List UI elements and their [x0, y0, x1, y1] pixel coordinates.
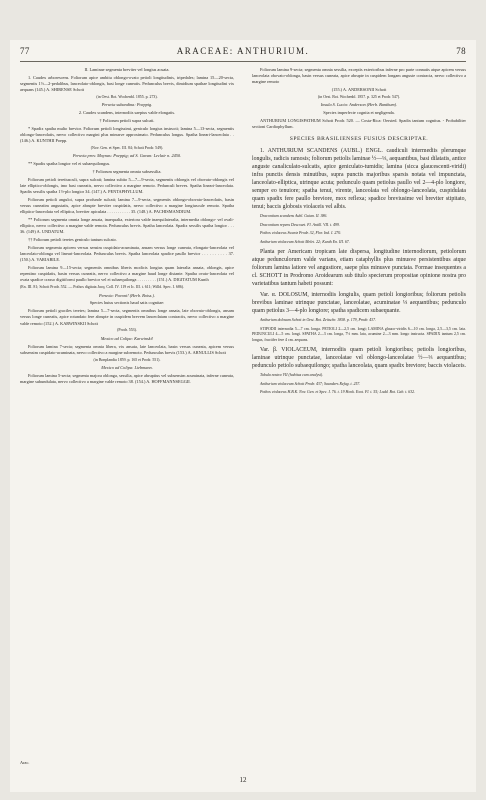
- locality: Peruvia: Pavoni! (Herb. Boiss.).: [98, 292, 156, 298]
- section-title: SPECIES BRASILIENSES FUSIUS DESCRIPTAE.: [289, 136, 429, 143]
- key-paragraph: Foliorum lamina 5-secta; segmenta majora oblonga, sessilia, apice abruptius vel subsensim acuminata, inferne cuneata, margine subundulata, nervo collectivo a margine valde remoto 38. (154.) A. HOFFMANNSEGGII.: [20, 372, 234, 384]
- key-paragraph: ANTHURIUM LONGISPATHUM Schott Prodr. 520. — Costa-Rica: Oersted. Spadix tantum cognitus. - Probabiliter sectioni Cardiophyllum.: [252, 118, 466, 130]
- key-heading: Species imperfecte cognita et negligenda.: [323, 110, 395, 116]
- synonym: Pothos violaceus H.B.K. Nov. Gen. et Spec. I. 76. t. 19 Hook. Exot. Fl. t. 55; Lodd. Bot. Cab. t. 632.: [260, 390, 416, 395]
- page-number-left: 77: [20, 46, 30, 56]
- key-paragraph: 1. Caudex arborescens. Foliorum apice ambitu oblongo-ovato petioli longitudinis, tripedales; lamina 15—20-secta, segmentis 1½—2-pedalibus, lanceolato-oblongis, basi longe cuneatis. Pedunculus brevis, dimidium spathae longitudini vix aequans (145.) A. SHIRENSE Schott: [20, 74, 234, 93]
- citation: (Nov. Gen. et Spec. III. 84; Schott Prodr. 549).: [90, 146, 164, 151]
- locality: Insula S. Lucia: Anderson (Herb. Banthum).: [320, 102, 398, 108]
- locality: Mexico ad Colipa: Karwinski!: [100, 335, 154, 341]
- key-heading: Species huius sectionis haud satis cognitae:: [89, 300, 165, 306]
- key-heading: † Foliorum segmenta omnia subsessilia.: [92, 169, 162, 175]
- synonym: Anthurium violaceum Schott Melet. 22; Kunth En. III. 67.: [260, 239, 350, 244]
- synonym: Anthurium violaceum Schott Prodr. 437; Saunders Refug. t. 257.: [260, 381, 361, 386]
- species-entry: (155.) A. ANDERSONII Schott: [331, 87, 387, 93]
- locality: Peruvia subandina: Poeppig.: [101, 102, 153, 108]
- key-paragraph: ** Foliorum segmenta omnia longe ansata, inaequalia, exteriora valde inaequilateralia, intermedia oblongo- vel ovali-elliptico, nervo collectivo a margine valde remota. Pedunculus brevis. Spatha lanceolata. Spadix sessilis spatha longior . . . 36. (149) A. UNDATUM.: [20, 217, 234, 235]
- key-paragraph: Foliorum lamina 7-secta; segmenta omnia libera, vix ansata, late lanceolata, basin versus cuneata, apicem versus subsensim cuspidato-acuminata, nervo collectivo a margine subremoto. Pedunculus brevis (153.) A. ARNULLIS Schott: [20, 343, 234, 355]
- key-paragraph: Foliorum petioli graciles teretes; lamina 5—7-secta, segmentis omnibus longe ansata, late obovato-oblongis, ansam versus longe cuneatis, apice rotundato fere abrupte in cuspidem brevem lanceolatam contractis, nervo collectivo a margine valde remoto (152.) A. KARWINSKII Schott: [20, 308, 234, 326]
- locality: Mexico ad Colipa: Liebmann.: [101, 364, 153, 370]
- key-paragraph: Foliorum petioli teretiusculi, supra sulcati; lamina subito 5—7—9-secta, segmentis oblongis vel obovato-oblongis vel late elliptico-oblongis, imo basi cuneatis, nervo collectivo a margine remoto. Pedunculi breves. Spatha lineari-lanceolata. Spadix sessilis spatha 1½-plo longior 34. (147.) A. PENTAPHYLLUM.: [20, 176, 234, 195]
- key-paragraph: Foliorum petioli anguloi, supra profunde sulcati; lamina 7—9-secta, segmentis oblongo-obovato-lanceolatis, basin versus cuneatim angustatis, apice abrupte breviter cuspidatis, nervo collectivo a margine longiuscule remoto. Spatha elliptico-lanceolata vel elliptica, breviter apiculata . . . . . . . . . . . 35. (148.) A. PACHISMANDIUM.: [20, 197, 234, 215]
- description-paragraph: Planta per Americam tropicam late dispersa, longitudine internodiorum, petiolorum atque pedunculorum valde varians, etiam cataphyllis plus minusve persistentibus atque foliorum lamina latiore vel angustiore, saepe plus minusve punctata. Formae insequentes a cl. SCHOTT in Prodromo Aroidearum sub titulo specierum propositae opinione nostra pro varietatibus tantum habeti possunt:: [252, 249, 466, 288]
- sheet-number: 12: [239, 776, 247, 784]
- synonym: Pothos violaceus Swartz Prodr. 32, Flor. Ind. I. 270.: [260, 231, 342, 236]
- running-header: [20, 46, 466, 58]
- synonym: Anthurium dolosum Schott in Oest. Bot. Zeitschr. 1858. p. 179, Prodr. 437.: [260, 318, 377, 323]
- book-page: [10, 40, 476, 792]
- key-paragraph: Foliorum segmenta apicem versus sensim cuspidato-acuminata, ansam versus longe cuneata, elongato-lanceolata vel lanceolato-oblonga vel lineari-lanceolata. Pedunculus brevis. Spatha lanceolata spadice paullo brevior . . . . . . . . . . 37. (150.) A. VARIABILE.: [20, 245, 234, 263]
- measurements: STIPODII internodia 5—7 cm. longa. PETIOLI 2—2,5 cm. longi; LAMINA glauco-viridis 6—10 cm. longa, 2,5—3,5 cm. lata. PEDUNCULI 4—5 cm. longi. SPATHA 2—3 cm. longa, 7½ mm. lata, acumine 2—3 mm. longo instructa. SPADIX tantum 2,5 cm. longus, fructifer fere 4 cm. aequans.: [252, 326, 466, 342]
- key-heading: † Foliorum petioli supra sulcati.: [99, 118, 155, 124]
- variety-paragraph: Var. α. DOLOSUM, internodiis longiulis, quam petioli longioribus; foliorum petiolis brevibus laminae utrinque punctatae, lanceolatae, acuminatae ⅓ aequantibus; pedunculo quam petiolus 3—4-plo longiore; spatha spadicem subaequante.: [252, 292, 466, 315]
- running-title: ARACEAE: ANTHURIUM.: [176, 46, 310, 56]
- citation: (Prodr. 553).: [117, 328, 137, 333]
- key-heading: 2. Caudex scandens, internodiis saepius valde elongatis.: [78, 110, 176, 116]
- footer-signature: Arac.: [20, 760, 30, 765]
- citation: (in Oest. Bot. Wochenbl. 1857. p. 325 et Prodr. 547).: [317, 94, 401, 99]
- citation: (in Oest. Bot. Wochenbl. 1855. p. 273).: [96, 94, 158, 99]
- species-description: [252, 147, 466, 396]
- left-column: [20, 67, 234, 387]
- right-column: [252, 67, 466, 399]
- description-paragraph: 1. ANTHURIUM SCANDENS (AUBL.) ENGL. caudiculi intermediis plerumque longulis, radicis ramosis; foliorum petiolis laminae ½—⅓, aequantibus, basi dilatatis, antice anguste canaliculato-sulcatis, apice geniculato-tumidis; lamina (sicca glaucescenti-viridi) infra punctis densis minutibus, supra punctis majoribus sparsis notata vel impunctata, lanceolato-elliptica, utrinque acuta; pedunculo quam petiolus paullo vel 2—4-plo longiore, semper eo tenuiore; spatha tenui, virente, lanceolata vel oblongo-lanceolata, cuspidulata quam spadix fere paullo breviore, mox reflexa; spadice breviusime vel breviter stipitato, tenui; baccis globosis violaceis vel albis.: [252, 148, 466, 211]
- key-paragraph: * Spadix spatha multo brevior. Foliorum petioli longissimi, geniculo longius instructi; lamina 5—13-secta, segmentis oblongo-lanceolatis, nervo collectivo margini plus minusve approximato. Pedunculus longus. Spatha lineari-lanceolata . . (146.) A. KUNTHII Poepp.: [20, 125, 234, 144]
- header-rule: [20, 61, 466, 62]
- page-number-right: 78: [456, 46, 466, 56]
- synonym: Dracontium scandens Aubl. Guian. II. 386.: [260, 214, 328, 219]
- locality: Peruvia prov. Maynas: Poeppig; ad S. Gavan: Leclair n. 2450.: [72, 153, 182, 159]
- key-heading: †† Foliorum petioli teretes geniculo tantum sulcato.: [28, 237, 117, 243]
- citation: (En. III. 81; Schott Prodr. 552. — Pothos digitata Jacq. Coll. IV. 119 et Ic. III. t. 611; Willd. Spec. I. 686).: [20, 285, 184, 290]
- citation: (in Bonplandia 1859. p. 165 et Prodr. 551).: [93, 357, 161, 362]
- key-heading: ** Spadix spatha longior vel ei subaequilongus.: [28, 161, 111, 167]
- key-paragraph: Foliorum lamina 9-secta; segmenta omnia sessilia, exceptis exterioribus inferne pro parte connatis atque apicem versus lanceolata obovato-oblonga, basin versus cuneata, apice abrupte in cuspidem longam anguste contracta, nervo collectivo a margine remoto: [252, 67, 466, 85]
- synonym: Dracontium repens Descourt. Fl. Antill. VII. t. 499.: [260, 222, 340, 227]
- plate-reference: Tabula nostra VII (habitus cum analysi).: [260, 373, 324, 378]
- key-paragraph: Foliorum lamina 9—15-secta; segmentis omnibus liberis modicis longius quam lateralia ansata, oblongis, apice repentino cuspidatis, basin versus cuneatis, nervo collectivo a margine haud longe distante. Spatha ovato-lanceolata vel ovata spadice crasso digitiformi paullo brevior vel ei subaequilonga . . . . . . . . . (151.) A. DIGITATUM Kunth: [20, 265, 234, 283]
- key-heading: II. Laminae segmenta breviter vel longius acuata.: [84, 67, 170, 72]
- variety-paragraph: Var. β. VIOLACEUM, internodiis quam petioli longioribus; petiolis longioribus, laminae utrinque punctatae, lanceolatae vel oblongo-lanceolatae ½—⅓ aequantibus; pedunculo petiolo subaequilongo; spatha lanceolata, quam spadix breviore; baccis violaceis.: [252, 347, 466, 370]
